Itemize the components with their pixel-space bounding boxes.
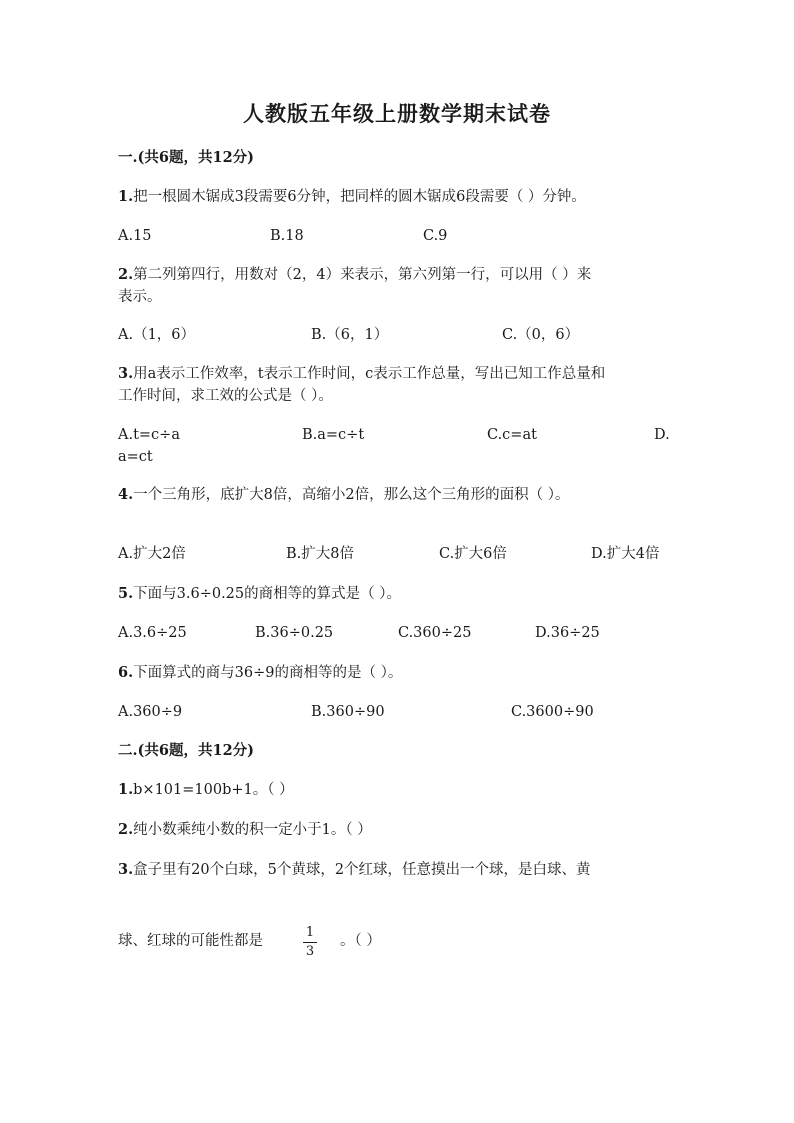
question-6 [118,662,402,684]
option-a: A.360÷9 [118,704,183,720]
option-a: A.3.6÷25 [118,625,187,641]
question-3-continuation: 工作时间，求工效的公式是（ ）。 [118,388,333,404]
option-d: D. [654,427,670,443]
judgement-3-continuation-b: 。（ ） [340,933,381,949]
question-text: 盒子里有20个白球，5个黄球，2个红球，任意摸出一个球，是白球、黄 [133,862,591,878]
option-a: A.扩大2倍 [118,546,186,562]
question-text: 第二列第四行，用数对（2，4）来表示，第六列第一行，可以用（ ）来 [133,267,592,283]
section-heading-2: 二.(共6题，共12分) [118,742,255,759]
option-c: C.360÷25 [398,625,472,641]
option-d: D.扩大4倍 [591,546,660,562]
question-2-continuation: 表示。 [118,289,162,305]
fraction-bar [303,942,317,943]
question-text: 一个三角形，底扩大8倍，高缩小2倍，那么这个三角形的面积（ ）。 [133,487,570,503]
option-c: C.9 [423,228,448,244]
option-c: C.3600÷90 [511,704,594,720]
option-b: B.a=c÷t [302,427,365,443]
option-d-wrap: a=ct [118,449,153,465]
fraction-numerator: 1 [305,925,315,940]
question-2 [118,264,591,286]
option-c: C.c=at [487,427,537,443]
option-d: D.36÷25 [535,625,600,641]
question-1 [118,186,586,208]
question-number: 1. [118,781,134,798]
question-3 [118,363,605,385]
question-number: 2. [118,266,134,283]
option-b: B.18 [270,228,304,244]
judgement-1 [118,779,294,801]
judgement-3-continuation-a: 球、红球的可能性都是 [118,933,263,949]
option-a: A.15 [118,228,152,244]
option-b: B.（6，1） [311,327,389,343]
option-c: C.（0，6） [502,327,580,343]
question-number: 4. [118,486,134,503]
question-number: 3. [118,861,134,878]
option-c: C.扩大6倍 [439,546,507,562]
question-text: 用a表示工作效率，t表示工作时间，c表示工作总量，写出已知工作总量和 [133,366,606,382]
fraction-denominator: 3 [305,944,315,959]
section-heading-1: 一.(共6题，共12分) [118,149,255,166]
question-5 [118,583,401,605]
question-text: 纯小数乘纯小数的积一定小于1。（ ） [133,822,372,838]
option-a: A.t=c÷a [118,427,180,443]
question-number: 1. [118,188,134,205]
judgement-2 [118,819,372,841]
option-a: A.（1，6） [118,327,196,343]
question-number: 2. [118,821,134,838]
question-text: 下面算式的商与36÷9的商相等的是（ ）。 [133,665,403,681]
question-text: b×101=100b+1。（ ） [133,782,294,798]
question-text: 把一根圆木锯成3段需要6分钟，把同样的圆木锯成6段需要（ ）分钟。 [133,189,586,205]
question-text: 下面与3.6÷0.25的商相等的算式是（ ）。 [133,586,401,602]
option-b: B.360÷90 [311,704,385,720]
question-number: 3. [118,365,134,382]
judgement-3 [118,859,591,881]
fraction-one-third [303,925,317,960]
page-title: 人教版五年级上册数学期末试卷 [243,101,551,126]
option-b: B.36÷0.25 [255,625,334,641]
question-number: 6. [118,664,134,681]
option-b: B.扩大8倍 [286,546,354,562]
question-number: 5. [118,585,134,602]
question-4 [118,484,569,506]
